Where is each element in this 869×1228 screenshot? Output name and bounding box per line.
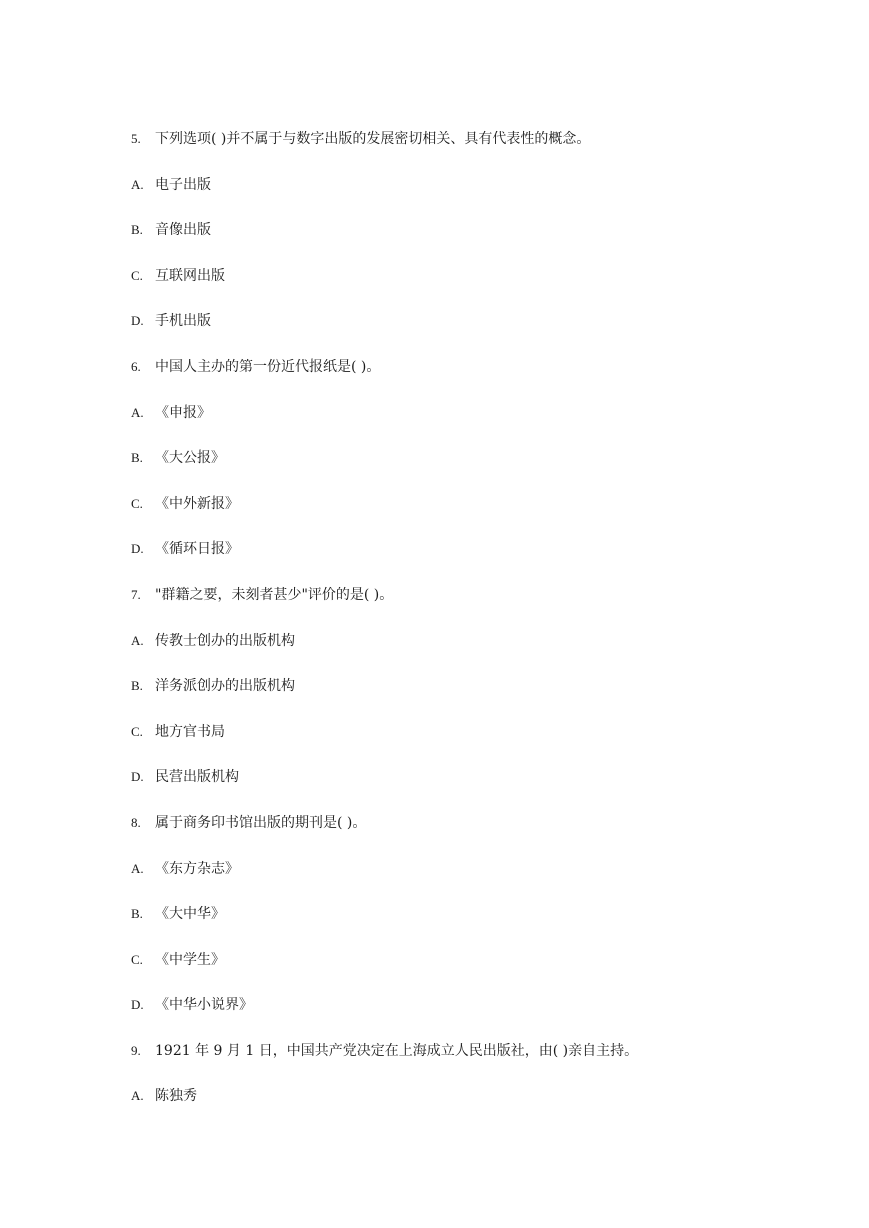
question-stem: "群籍之要，未刻者甚少"评价的是( )。 — [155, 586, 394, 603]
question-number: 5. — [131, 131, 141, 146]
option-label: A. — [131, 1088, 144, 1104]
option-text: 《中华小说界》 — [155, 997, 253, 1014]
option-label: C. — [131, 951, 143, 967]
option-text: 《中学生》 — [155, 951, 225, 968]
question-stem: 1921 年 9 月 1 日，中国共产党决定在上海成立人民出版社，由( )亲自主持。 — [155, 1042, 639, 1059]
option-8c — [131, 949, 831, 995]
option-text: 《申报》 — [155, 404, 211, 421]
option-text: 电子出版 — [155, 176, 211, 193]
option-text: 《中外新报》 — [155, 495, 239, 512]
option-9a — [131, 1085, 831, 1131]
option-label: A. — [131, 860, 144, 876]
option-text: 手机出版 — [155, 313, 211, 330]
option-7b — [131, 675, 831, 721]
question-8 — [131, 812, 831, 858]
option-5d — [131, 310, 831, 356]
option-label: B. — [131, 678, 143, 694]
option-7d — [131, 766, 831, 812]
question-9 — [131, 1040, 831, 1086]
option-label: A. — [131, 632, 144, 648]
option-label: C. — [131, 723, 143, 739]
option-6c — [131, 493, 831, 539]
question-number: 9. — [131, 1042, 141, 1058]
question-number: 7. — [131, 586, 141, 602]
option-text: 传教士创办的出版机构 — [155, 632, 295, 649]
option-text: 音像出版 — [155, 222, 211, 239]
option-text: 《东方杂志》 — [155, 860, 239, 877]
option-label: A. — [131, 176, 144, 192]
option-8a — [131, 858, 831, 904]
option-label: D. — [131, 541, 144, 557]
option-label: A. — [131, 404, 144, 420]
option-5b — [131, 219, 831, 265]
option-text: 《大公报》 — [155, 450, 225, 467]
option-6b — [131, 447, 831, 493]
question-stem: 下列选项( )并不属于与数字出版的发展密切相关、具有代表性的概念。 — [155, 131, 591, 147]
question-stem: 属于商务印书馆出版的期刊是( )。 — [155, 814, 367, 831]
option-8b — [131, 903, 831, 949]
option-7a — [131, 630, 831, 676]
option-label: C. — [131, 495, 143, 511]
exam-page — [131, 128, 831, 1131]
option-label: D. — [131, 997, 144, 1013]
option-text: 民营出版机构 — [155, 769, 239, 786]
option-6a — [131, 402, 831, 448]
question-6 — [131, 356, 831, 402]
option-label: D. — [131, 769, 144, 785]
option-label: B. — [131, 222, 143, 238]
question-stem: 中国人主办的第一份近代报纸是( )。 — [155, 358, 381, 375]
option-5a — [131, 174, 831, 220]
option-text: 陈独秀 — [155, 1088, 197, 1105]
option-8d — [131, 994, 831, 1040]
option-text: 《循环日报》 — [155, 541, 239, 558]
option-label: C. — [131, 267, 143, 283]
option-label: D. — [131, 313, 144, 329]
question-number: 6. — [131, 358, 141, 374]
option-7c — [131, 721, 831, 767]
option-text: 洋务派创办的出版机构 — [155, 678, 295, 695]
option-text: 地方官书局 — [155, 723, 225, 740]
question-number: 8. — [131, 814, 141, 830]
option-text: 互联网出版 — [155, 267, 225, 284]
question-5 — [131, 128, 831, 174]
option-text: 《大中华》 — [155, 906, 225, 923]
question-7 — [131, 584, 831, 630]
option-6d — [131, 538, 831, 584]
option-label: B. — [131, 450, 143, 466]
option-label: B. — [131, 906, 143, 922]
option-5c — [131, 265, 831, 311]
